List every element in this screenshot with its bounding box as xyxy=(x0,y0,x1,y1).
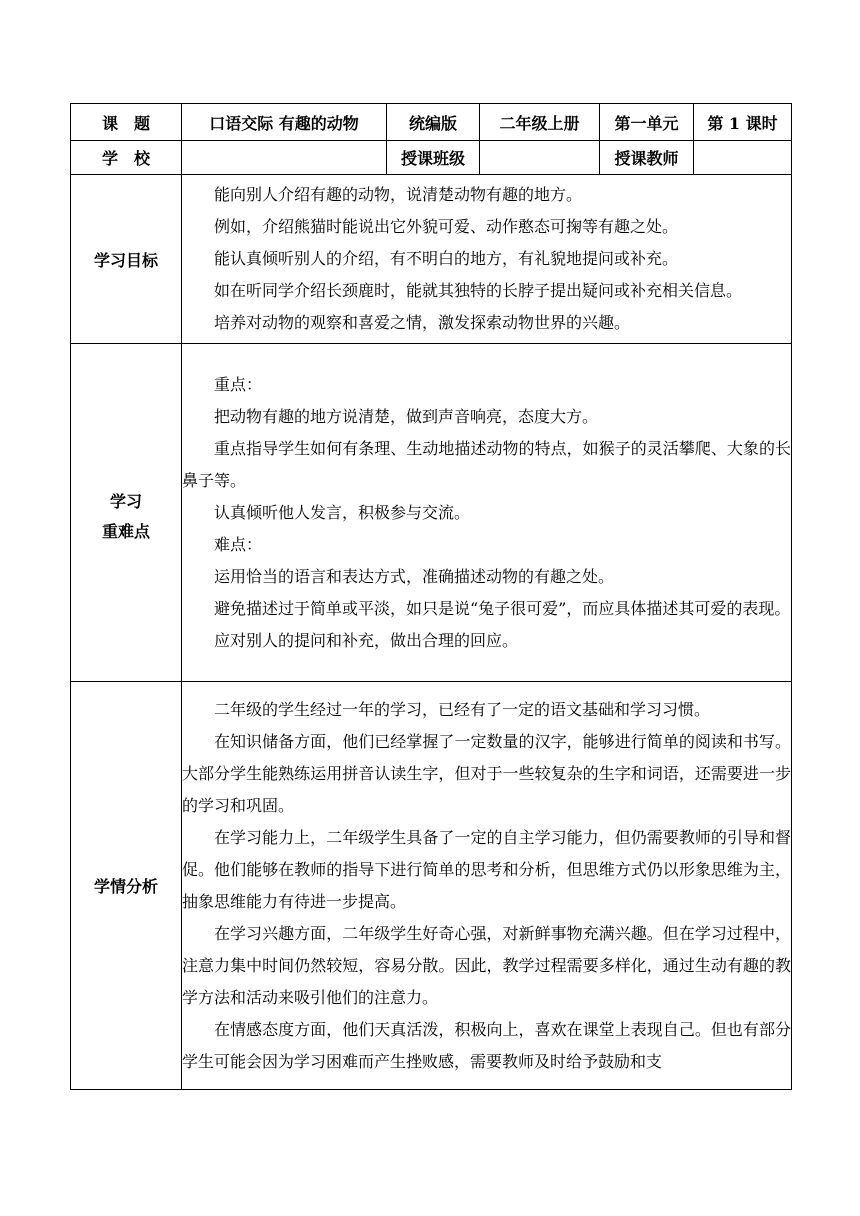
key-point-paragraph: 运用恰当的语言和表达方式，准确描述动物的有趣之处。 xyxy=(214,566,615,586)
objectives-row xyxy=(71,175,792,344)
analysis-row xyxy=(71,682,792,1090)
key-point-paragraph: 认真倾听他人发言，积极参与交流。 xyxy=(214,502,471,522)
teacher-label: 授课教师 xyxy=(600,141,694,175)
school-label: 学 校 xyxy=(71,141,182,175)
objective-paragraph: 例如，介绍熊猫时能说出它外貌可爱、动作憨态可掬等有趣之处。 xyxy=(214,217,679,236)
teacher-value xyxy=(694,141,792,175)
key-points-row xyxy=(71,344,792,682)
key-point-paragraph: 重点指导学生如何有条理、生动地描述动物的特点，如猴子的灵活攀爬、大象的长鼻子等。 xyxy=(182,438,791,490)
key-point-paragraph: 难点： xyxy=(214,534,263,554)
header-row xyxy=(71,104,792,141)
info-row xyxy=(71,141,792,175)
lesson-plan-table xyxy=(70,103,792,1090)
school-value xyxy=(182,141,387,175)
analysis-paragraph: 在知识储备方面，他们已经掌握了一定数量的汉字，能够进行简单的阅读和书写。大部分学生能熟练运用拼音认读生字，但对于一些较复杂的生字和词语，还需要进一步的学习和巩固。 xyxy=(182,731,791,815)
grade-cell: 二年级上册 xyxy=(480,104,600,141)
objectives-label: 学习目标 xyxy=(71,175,182,344)
unit-cell: 第一单元 xyxy=(600,104,694,141)
analysis-paragraph: 在情感态度方面，他们天真活泼，积极向上，喜欢在课堂上表现自己。但也有部分学生可能会因为学习困难而产生挫败感，需要教师及时给予鼓励和支 xyxy=(182,1019,791,1071)
topic-label: 课 题 xyxy=(71,104,182,141)
key-points-label xyxy=(71,344,182,682)
key-points-label-line2: 重难点 xyxy=(101,521,150,541)
analysis-paragraph: 在学习兴趣方面，二年级学生好奇心强，对新鲜事物充满兴趣。但在学习过程中，注意力集中时间仍然较短，容易分散。因此，教学过程需要多样化，通过生动有趣的教学方法和活动来吸引他们的注意力。 xyxy=(182,923,791,1007)
key-points-label-line1: 学习 xyxy=(109,491,142,511)
objective-paragraph: 能认真倾听别人的介绍，有不明白的地方，有礼貌地提问或补充。 xyxy=(214,249,679,268)
objective-paragraph: 如在听同学介绍长颈鹿时，能就其独特的长脖子提出疑问或补充相关信息。 xyxy=(214,281,743,300)
key-points-content xyxy=(182,344,792,682)
analysis-label: 学情分析 xyxy=(71,682,182,1090)
class-label: 授课班级 xyxy=(387,141,480,175)
edition-cell: 统编版 xyxy=(387,104,480,141)
key-point-paragraph: 应对别人的提问和补充，做出合理的回应。 xyxy=(214,630,519,650)
analysis-paragraph: 二年级的学生经过一年的学习，已经有了一定的语文基础和学习习惯。 xyxy=(214,699,711,719)
period-cell: 第 1 课时 xyxy=(694,104,792,141)
class-value xyxy=(480,141,600,175)
objective-paragraph: 能向别人介绍有趣的动物，说清楚动物有趣的地方。 xyxy=(214,185,583,204)
objectives-content xyxy=(182,175,792,344)
key-point-paragraph: 重点： xyxy=(214,374,263,394)
analysis-content xyxy=(182,682,792,1090)
objective-paragraph: 培养对动物的观察和喜爱之情，激发探索动物世界的兴趣。 xyxy=(214,313,631,332)
key-point-paragraph: 把动物有趣的地方说清楚，做到声音响亮，态度大方。 xyxy=(214,406,599,426)
key-point-paragraph: 避免描述过于简单或平淡，如只是说“兔子很可爱”，而应具体描述其可爱的表现。 xyxy=(214,598,791,618)
analysis-paragraph: 在学习能力上，二年级学生具备了一定的自主学习能力，但仍需要教师的引导和督促。他们能够在教师的指导下进行简单的思考和分析，但思维方式仍以形象思维为主，抽象思维能力有待进一步提高。 xyxy=(182,827,791,911)
lesson-topic: 口语交际 有趣的动物 xyxy=(182,104,387,141)
